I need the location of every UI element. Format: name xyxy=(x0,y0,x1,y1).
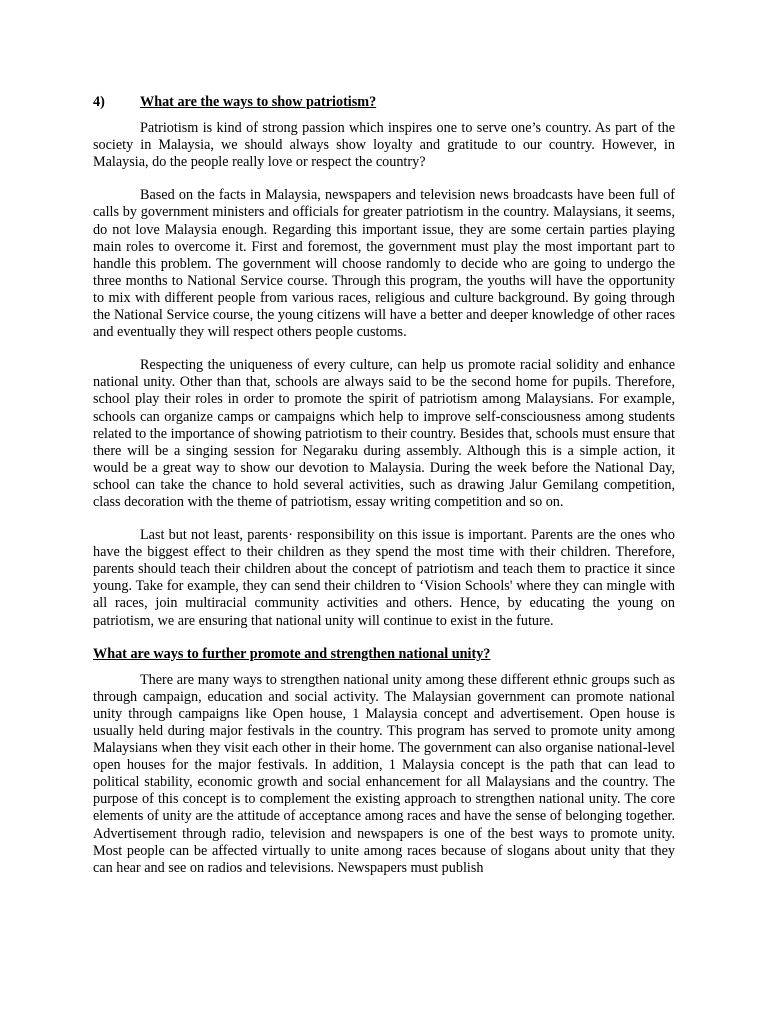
paragraph-schools: Respecting the uniqueness of every culture, can help us promote racial solidity and enhance national unity. Other than that, schools are always said to be the second home for pupils. Therefore, school play their roles in order to promote the spirit of patriotism among Malaysians. For example, schools can organize camps or campaigns which help to improve self-consciousness among students related to the importance of showing patriotism to their country. Besides that, schools must ensure that there will be a singing session for Negaraku during assembly. Although this is a simple action, it would be a great way to show our devotion to Malaysia. During the week before the National Day, school can take the chance to hold several activities, such as drawing Jalur Gemilang competition, class decoration with the theme of patriotism, essay writing competition and so on. xyxy=(93,357,675,510)
paragraph-parents: Last but not least, parents· responsibility on this issue is important. Parents are the ones who have the biggest effect to their children as they spend the most time with their children. Therefore, parents should teach their children about the concept of patriotism and teach them to practice it since young. Take for example, they can send their children to ‘Vision Schools' where they can mingle with all races, join multiracial community activities and others. Hence, by educating the young on patriotism, we are ensuring that national unity will continue to exist in the future. xyxy=(93,527,675,629)
question-title: What are the ways to show patriotism? xyxy=(140,94,377,110)
document-page xyxy=(93,94,675,877)
section-heading-patriotism xyxy=(93,94,675,111)
section-title: What are ways to further promote and strengthen national unity? xyxy=(93,645,491,662)
question-number: 4) xyxy=(93,94,105,110)
paragraph-unity-ways: There are many ways to strengthen national unity among these different ethnic groups such as through campaign, education and social activity. The Malaysian government can promote national unity through campaigns like Open house, 1 Malaysia concept and advertisement. Open house is usually held during major festivals in the country. This program has served to promote unity among Malaysians when they visit each other in their home. The government can also organise national-level open houses for the major festivals. In addition, 1 Malaysia concept is the path that can lead to political stability, economic growth and social enhancement for all Malaysians and the country. The purpose of this concept is to complement the existing approach to strengthen national unity. The core elements of unity are the attitude of acceptance among races and have the sense of belonging together. Advertisement through radio, television and newspapers is one of the best ways to promote unity. Most people can be affected virtually to unite among races because of slogans about unity that they can hear and see on radios and televisions. Newspapers must publish xyxy=(93,671,675,876)
paragraph-intro: Patriotism is kind of strong passion which inspires one to serve one’s country. As part of the society in Malaysia, we should always show loyalty and gratitude to our country. However, in Malaysia, do the people really love or respect the country? xyxy=(93,120,675,171)
paragraph-government: Based on the facts in Malaysia, newspapers and television news broadcasts have been full of calls by government ministers and officials for greater patriotism in the country. Malaysians, it seems, do not love Malaysia enough. Regarding this important issue, they are some certain parties playing main roles to overcome it. First and foremost, the government must play the most important part to handle this problem. The government will choose randomly to decide who are going to undergo the three months to National Service course. Through this program, the youths will have the opportunity to mix with different people from various races, religious and culture background. By going through the National Service course, the young citizens will have a better and deeper knowledge of other races and eventually they will respect others people customs. xyxy=(93,187,675,341)
section-heading-national-unity xyxy=(93,646,675,663)
